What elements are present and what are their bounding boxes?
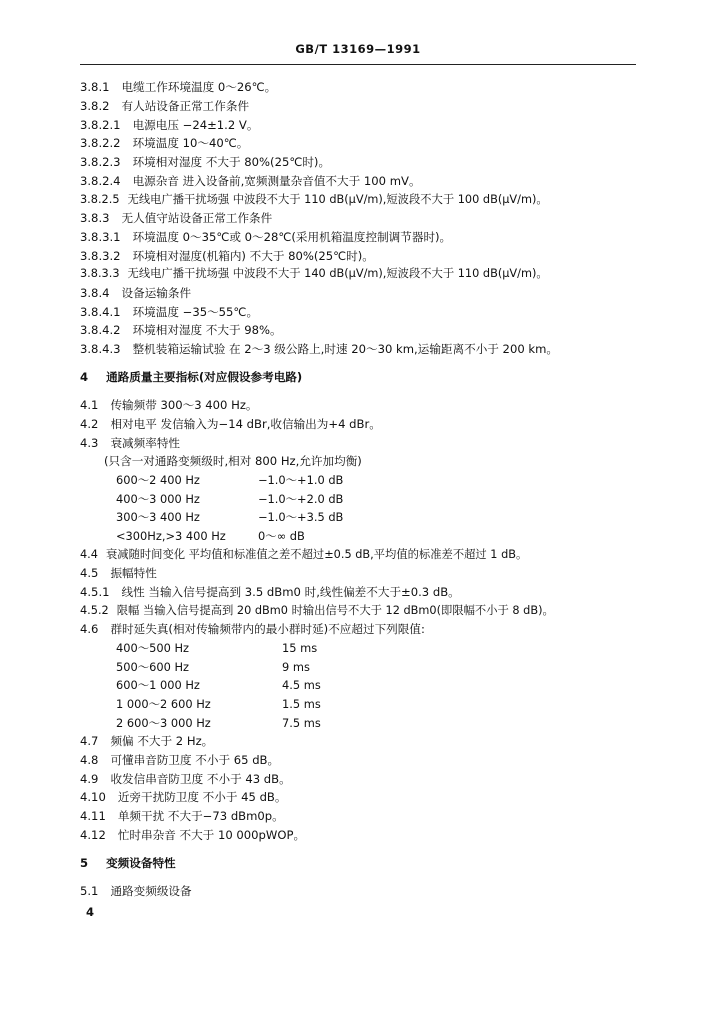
clause-number: 3.8.4.2 [80,323,121,337]
clause-number: 3.8.4 [80,286,110,300]
clause-text: 整机装箱运输试验 在 2～3 级公路上,时速 20～30 km,运输距离不小于 200 km。 [132,342,558,356]
clause-text: 忙时串杂音 不大于 10 000pWOP。 [117,828,306,842]
clause-text: 频偏 不大于 2 Hz。 [110,734,214,748]
clause-number: 4.8 [80,753,99,767]
table-cell: 0～∞ dB [258,529,305,543]
table-cell: 2 600～3 000 Hz [116,716,211,730]
clause-number: 4.6 [80,622,99,636]
clause-number: 4.2 [80,417,99,431]
table-cell: 9 ms [282,660,310,674]
clause-number: 5.1 [80,884,99,898]
section-title: 通路质量主要指标(对应假设参考电路) [106,370,303,384]
clause-number: 4.7 [80,734,99,748]
clause-text: 设备运输条件 [121,286,192,300]
clause-number: 3.8.4.1 [80,305,121,319]
clause-line [80,790,286,804]
clause-line [80,566,157,580]
clause-number: 3.8.2 [80,99,110,113]
clause-line [80,305,258,319]
clause-text: 单频干扰 不大于−73 dBm0p。 [117,809,284,823]
section-heading [80,370,302,384]
clause-text: 振幅特性 [110,566,157,580]
clause-number: 4.4 [80,548,98,561]
note-text: (只含一对通路变频级时,相对 800 Hz,允许加均衡) [104,454,362,468]
table-cell: 600～2 400 Hz [116,473,200,487]
clause-text: 有人站设备正常工作条件 [121,99,250,113]
table-cell: 4.5 ms [282,678,321,692]
clause-text: 无线电广播干扰场强 中波段不大于 140 dB(μV/m),短波段不大于 110 dB(μV/m)。 [127,267,548,280]
clause-text: 无线电广播干扰场强 中波段不大于 110 dB(μV/m),短波段不大于 100 dB(μV/m)。 [127,193,548,206]
table-cell: 400～3 000 Hz [116,492,200,506]
table-cell: 500～600 Hz [116,660,190,674]
clause-line [80,772,291,786]
clause-text: 环境温度 −35～55℃。 [132,305,259,319]
page-number: 4 [86,905,95,919]
section-heading [80,856,176,870]
table-cell: 1 000～2 600 Hz [116,697,211,711]
clause-line [80,622,425,636]
clause-text: 衰减频率特性 [110,436,181,450]
clause-text: 传输频带 300～3 400 Hz。 [110,398,258,412]
clause-line [80,417,381,431]
clause-line [80,323,282,337]
clause-line [80,809,284,823]
clause-text: 线性 当输入信号提高到 3.5 dBm0 时,线性偏差不大于±0.3 dB。 [121,585,460,599]
clause-number: 3.8.2.4 [80,174,121,188]
table-cell: 600～1 000 Hz [116,678,200,692]
clause-line [80,585,460,599]
section-title: 变频设备特性 [106,856,176,870]
clause-line [80,286,191,300]
clause-number: 4.10 [80,790,106,804]
clause-text: 环境温度 10～40℃。 [132,136,249,150]
clause-number: 4.11 [80,809,106,823]
clause-number: 3.8.2.2 [80,136,121,150]
clause-line [80,753,279,767]
clause-number: 3.8.1 [80,80,110,94]
clause-line [80,193,548,207]
clause-text: 衰减随时间变化 平均值和标准值之差不超过±0.5 dB,平均值的标准差不超过 1 dB。 [105,548,528,561]
clause-line [80,211,272,225]
clause-text: 环境相对湿度 不大于 98%。 [132,323,282,337]
clause-number: 3.8.3 [80,211,110,225]
clause-line [80,136,248,150]
table-cell: 1.5 ms [282,697,321,711]
clause-number: 4.5.2 [80,604,109,617]
clause-text: 电缆工作环境温度 0～26℃。 [121,80,277,94]
table-cell: −1.0～+3.5 dB [258,510,344,524]
clause-number: 4.3 [80,436,99,450]
clause-text: 电源电压 −24±1.2 V。 [132,118,259,132]
clause-text: 群时延失真(相对传输频带内的最小群时延)不应超过下列限值: [110,622,425,636]
table-cell: −1.0～+1.0 dB [258,473,344,487]
clause-text: 环境相对湿度(机箱内) 不大于 80%(25℃时)。 [132,249,374,263]
section-number: 4 [80,370,89,384]
page-header: GB/T 13169—1991 [295,42,421,56]
clause-line [80,398,258,412]
clause-number: 3.8.2.3 [80,155,121,169]
clause-text: 近旁干扰防卫度 不小于 45 dB。 [117,790,287,804]
header-rule [80,64,636,65]
clause-text: 收发信串音防卫度 不小于 43 dB。 [110,772,291,786]
table-cell: <300Hz,>3 400 Hz [116,529,226,543]
clause-line [80,342,558,356]
clause-number: 3.8.3.2 [80,249,121,263]
clause-text: 相对电平 发信输入为−14 dBr,收信输出为+4 dBr。 [110,417,381,431]
clause-number: 3.8.4.3 [80,342,121,356]
clause-line [80,884,192,898]
clause-line [80,604,554,618]
clause-line [80,155,330,169]
clause-line [80,99,249,113]
clause-text: 可懂串音防卫度 不小于 65 dB。 [110,753,280,767]
table-cell: 15 ms [282,641,318,655]
clause-text: 环境温度 0～35℃或 0～28℃(采用机箱温度控制调节器时)。 [132,230,452,244]
clause-number: 3.8.3.3 [80,267,120,280]
clause-note [104,454,362,468]
clause-text: 无人值守站设备正常工作条件 [121,211,273,225]
clause-line [80,118,258,132]
clause-text: 环境相对湿度 不大于 80%(25℃时)。 [132,155,331,169]
table-cell: −1.0～+2.0 dB [258,492,344,506]
table-cell: 300～3 400 Hz [116,510,200,524]
clause-text: 限幅 当输入信号提高到 20 dBm0 时输出信号不大于 12 dBm0(即限幅不小于 8 dB)。 [116,604,554,617]
table-cell: 7.5 ms [282,716,321,730]
clause-number: 3.8.3.1 [80,230,121,244]
clause-text: 电源杂音 进入设备前,宽频测量杂音值不大于 100 mV。 [132,174,421,188]
clause-line [80,80,276,94]
clause-line [80,249,374,263]
clause-line [80,734,213,748]
clause-line [80,828,305,842]
clause-line [80,174,421,188]
clause-line [80,267,548,281]
clause-number: 4.1 [80,398,99,412]
clause-text: 通路变频级设备 [110,884,192,898]
clause-number: 4.12 [80,828,106,842]
clause-number: 3.8.2.1 [80,118,121,132]
clause-number: 4.9 [80,772,99,786]
clause-line [80,436,180,450]
clause-number: 3.8.2.5 [80,193,120,206]
table-cell: 400～500 Hz [116,641,190,655]
clause-number: 4.5.1 [80,585,110,599]
clause-line [80,230,451,244]
clause-line [80,548,527,562]
section-number: 5 [80,856,89,870]
clause-number: 4.5 [80,566,99,580]
